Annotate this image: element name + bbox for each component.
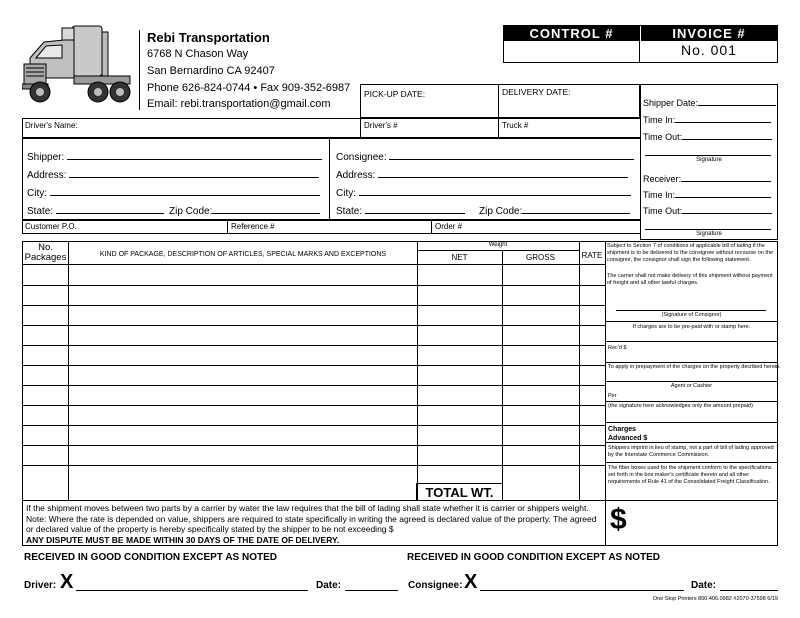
shipper-address-field[interactable]: Address: — [27, 169, 319, 181]
col-header-gross: GROSS — [526, 253, 555, 262]
consignee-signature-line[interactable] — [480, 590, 684, 591]
company-name: Rebi Transportation — [147, 30, 270, 45]
company-divider — [139, 30, 140, 110]
terms-agent: Agent or Cashier — [670, 383, 713, 389]
col-header-no: No. Packages — [24, 242, 67, 263]
signature2-label: Signature — [696, 231, 722, 237]
col-header-kind: KIND OF PACKAGE, DESCRIPTION OF ARTICLES, SPECIAL MARKS AND EXCEPTIONS — [99, 251, 387, 258]
time-out2-field[interactable]: Time Out: — [643, 205, 772, 216]
driver-date-line[interactable] — [345, 590, 398, 591]
dollar-sign: $ — [610, 503, 627, 536]
company-email: Email: rebi.transportation@gmail.com — [147, 98, 331, 110]
shipper-date-field[interactable]: Shipper Date: — [643, 97, 776, 108]
shipper-city-field[interactable]: City: — [27, 187, 320, 199]
reference-row — [22, 220, 641, 234]
terms-charges[interactable]: Charges Advanced $ — [608, 426, 648, 442]
company-address2: San Bernardino CA 92407 — [147, 65, 275, 77]
truck-logo — [22, 24, 134, 106]
driver-x-mark: X — [60, 571, 74, 593]
shipper-field[interactable]: Shipper: — [27, 151, 322, 163]
consignee-zip-field[interactable]: Zip Code: — [479, 205, 630, 217]
drivers-number-field[interactable]: Driver's # — [364, 121, 398, 130]
consignee-label: Consignee: — [408, 580, 463, 591]
terms-prepaid: If charges are to be pre-paid with or stamp here. — [632, 324, 751, 330]
time-in2-field[interactable]: Time In: — [643, 189, 771, 200]
signature-label: Signature — [696, 157, 722, 163]
terms-per[interactable]: Per — [608, 393, 617, 399]
terms-fiber: The fiber boxes used for the shipment conform to the specifications set forth in the box maker's certificate therein and all other requirements of Rule 41 of the Consolidated Freight Classification. — [608, 465, 772, 485]
shipper-consignee-box — [22, 138, 641, 220]
printer-credit: One Stop Printers 800.406.0982 #2070-37598 6/19 — [652, 596, 778, 602]
delivery-date-label[interactable]: DELIVERY DATE: — [502, 87, 571, 97]
notice-text: If the shipment moves between two parts by a carrier by water the law requires that the bill of lading shall state whether it is carrier or shippers weight. Note: Where the rate is depended on value, shippers are required to state specifically in writing the agreed is declared value of the property. The agreed or declared value of the property is hereby specifically stated by the shipper to be not exceeding $ — [26, 503, 597, 534]
consignee-state-field[interactable]: State: — [336, 205, 465, 217]
order-field[interactable]: Order # — [435, 222, 463, 231]
consignee-date-line[interactable] — [720, 590, 778, 591]
consignee-date-label: Date: — [691, 580, 717, 591]
invoice-label: INVOICE # — [641, 26, 777, 41]
drivers-name-field[interactable]: Driver's Name: — [25, 121, 78, 130]
amount-box[interactable] — [605, 500, 778, 546]
terms-box — [605, 241, 781, 501]
shipper-zip-field[interactable]: Zip Code: — [169, 205, 320, 217]
notice-box — [22, 500, 606, 546]
reference-field[interactable]: Reference # — [231, 222, 275, 231]
terms-recd[interactable]: Rec'd $ — [608, 345, 627, 351]
driver-row — [22, 118, 641, 138]
consignee-city-field[interactable]: City: — [336, 187, 631, 199]
terms-carrier: The carrier shall not make delivery of this shipment without payment of freight and all other lawful charges. — [607, 273, 773, 286]
col-header-net: NET — [451, 253, 468, 262]
terms-section7: Subject to Section 7 of conditions of applicable bill of lading if the shipment is to be delivered to the consignee without recourse on the consignor, the consignor shall sign the following statement. — [607, 243, 774, 263]
shipper-receiver-box — [640, 84, 778, 240]
col-header-rate: RATE — [581, 251, 603, 260]
terms-sig-consignor: (Signature of Consignor) — [661, 312, 722, 318]
items-table — [22, 241, 606, 501]
time-out-field[interactable]: Time Out: — [643, 131, 772, 142]
driver-signature-line[interactable] — [76, 590, 308, 591]
pickup-date-label[interactable]: PICK-UP DATE: — [364, 89, 426, 99]
company-phone: Phone 626-824-0744 • Fax 909-352-6987 — [147, 82, 351, 94]
receiver-field[interactable]: Receiver: — [643, 173, 771, 184]
control-invoice-box — [503, 25, 778, 63]
company-address1: 6768 N Chason Way — [147, 48, 249, 60]
truck-number-field[interactable]: Truck # — [502, 121, 529, 130]
consignee-x-mark: X — [464, 571, 478, 593]
received-consignee-text: RECEIVED IN GOOD CONDITION EXCEPT AS NOTED — [407, 552, 660, 563]
driver-label: Driver: — [24, 580, 57, 591]
invoice-number: No. 001 — [680, 42, 738, 58]
consignee-address-field[interactable]: Address: — [336, 169, 628, 181]
consignee-field[interactable]: Consignee: — [336, 151, 634, 163]
shipper-state-field[interactable]: State: — [27, 205, 164, 217]
terms-imprint: Shippers imprint in lieu of stamp, not a part of bill of lading approved by the Interstate Commerce Commission. — [608, 445, 774, 458]
dates-box — [360, 84, 640, 118]
terms-ack: (the signature here acknowledges only the amount prepaid) — [608, 403, 753, 409]
driver-date-label: Date: — [316, 580, 342, 591]
total-weight-label: TOTAL WT. — [425, 485, 494, 500]
control-label: CONTROL # — [504, 26, 639, 41]
terms-apply: To apply in prepayment of the charges on the property decribed herein. — [608, 364, 781, 370]
time-in-field[interactable]: Time In: — [643, 114, 771, 125]
col-header-weight: Weight — [488, 242, 508, 248]
customer-po-field[interactable]: Customer P.O. — [25, 222, 77, 231]
received-driver-text: RECEIVED IN GOOD CONDITION EXCEPT AS NOTED — [24, 552, 277, 563]
dispute-text: ANY DISPUTE MUST BE MADE WITHIN 30 DAYS OF THE DATE OF DELIVERY. — [26, 535, 340, 545]
